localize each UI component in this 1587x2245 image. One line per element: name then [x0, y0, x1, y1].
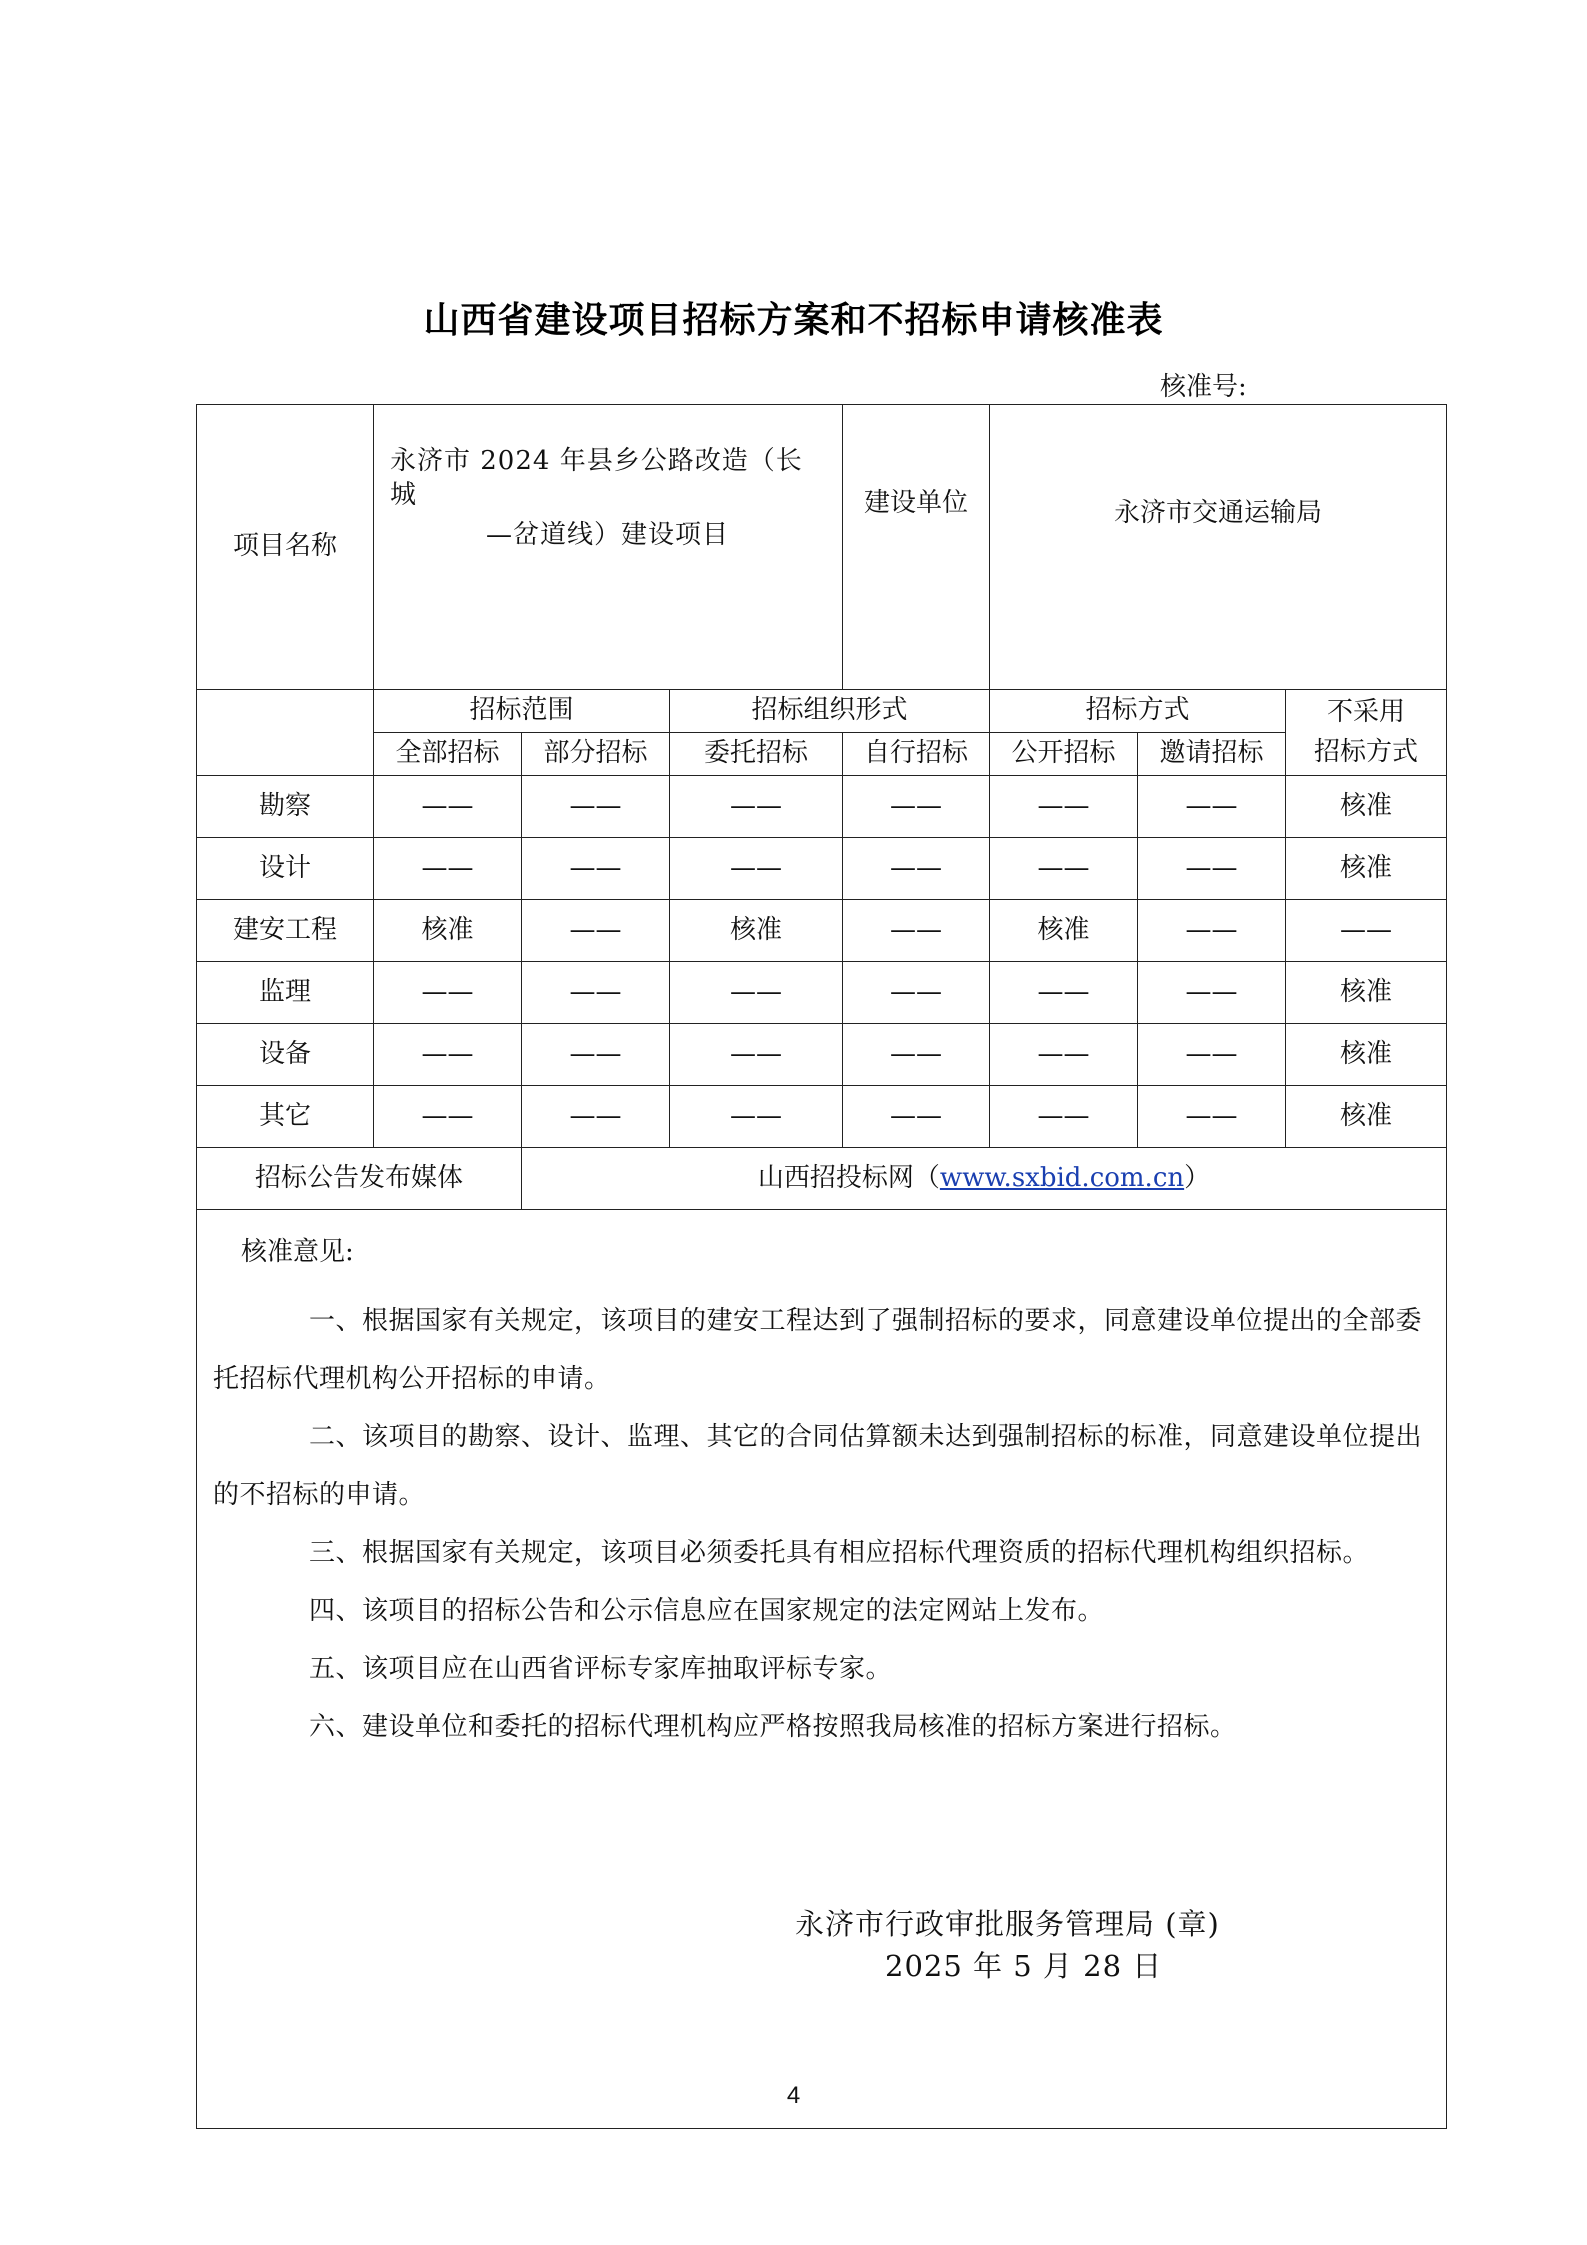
- row-label: 其它: [197, 1086, 374, 1148]
- table-row: [197, 838, 1447, 900]
- table-cell: ——: [990, 962, 1138, 1024]
- table-cell: ——: [670, 776, 843, 838]
- row-label: 监理: [197, 962, 374, 1024]
- table-cell: ——: [1138, 900, 1286, 962]
- project-name-value: [374, 405, 843, 690]
- table-cell: ——: [1138, 1024, 1286, 1086]
- header-no-bid-line-1: 不采用: [1327, 696, 1406, 727]
- header-entrusted: 委托招标: [670, 733, 843, 776]
- approval-form-table: [196, 404, 1447, 2129]
- table-cell: 核准: [1286, 838, 1447, 900]
- table-cell: ——: [1138, 838, 1286, 900]
- table-cell: 核准: [1286, 776, 1447, 838]
- table-cell: ——: [1138, 1086, 1286, 1148]
- table-cell: ——: [990, 776, 1138, 838]
- table-cell: ——: [843, 1086, 990, 1148]
- table-cell: ——: [522, 1024, 670, 1086]
- table-cell: 核准: [374, 900, 522, 962]
- header-row-2: [197, 733, 1447, 776]
- opinion-title: 核准意见:: [241, 1237, 354, 1267]
- row-label: 设计: [197, 838, 374, 900]
- opinion-item-6: 六、建设单位和委托的招标代理机构应严格按照我局核准的招标方案进行招标。: [309, 1712, 1237, 1742]
- header-self: 自行招标: [843, 733, 990, 776]
- opinion-item-4: 四、该项目的招标公告和公示信息应在国家规定的法定网站上发布。: [309, 1596, 1105, 1626]
- table-cell: 核准: [670, 900, 843, 962]
- table-cell: 核准: [1286, 962, 1447, 1024]
- table-cell: ——: [522, 1086, 670, 1148]
- table-cell: ——: [374, 1086, 522, 1148]
- media-value: [522, 1148, 1447, 1210]
- table-cell: ——: [1138, 962, 1286, 1024]
- opinion-item-2: 二、该项目的勘察、设计、监理、其它的合同估算额未达到强制招标的标准，同意建设单位提出的不招标的申请。: [213, 1422, 1423, 1510]
- table-row: [197, 1024, 1447, 1086]
- project-row: [197, 405, 1447, 690]
- table-cell: ——: [374, 1024, 522, 1086]
- signer: 永济市行政审批服务管理局 (章): [795, 1907, 1220, 1941]
- table-cell: ——: [522, 962, 670, 1024]
- media-prefix: 山西招投标网（: [757, 1162, 940, 1193]
- table-row: [197, 776, 1447, 838]
- table-cell: ——: [990, 1086, 1138, 1148]
- construction-unit-label: 建设单位: [843, 405, 990, 690]
- opinion-item-1: 一、根据国家有关规定，该项目的建安工程达到了强制招标的要求，同意建设单位提出的全部委托招标代理机构公开招标的申请。: [213, 1306, 1423, 1394]
- table-cell: ——: [522, 900, 670, 962]
- header-method: 招标方式: [990, 690, 1286, 733]
- table-cell: ——: [1286, 900, 1447, 962]
- media-row: [197, 1148, 1447, 1210]
- header-org-form: 招标组织形式: [670, 690, 990, 733]
- table-cell: ——: [670, 1086, 843, 1148]
- opinion-row: [197, 1210, 1447, 2129]
- construction-unit-value: 永济市交通运输局: [990, 405, 1447, 690]
- table-cell: ——: [670, 962, 843, 1024]
- table-cell: ——: [374, 838, 522, 900]
- header-empty-cell: [197, 690, 374, 776]
- table-cell: ——: [843, 900, 990, 962]
- approval-number-label: 核准号:: [1160, 372, 1247, 402]
- table-row: [197, 1086, 1447, 1148]
- media-label: 招标公告发布媒体: [197, 1148, 522, 1210]
- header-row-1: [197, 690, 1447, 733]
- table-cell: ——: [843, 838, 990, 900]
- table-cell: ——: [522, 776, 670, 838]
- media-suffix: ）: [1184, 1162, 1211, 1193]
- table-row: [197, 900, 1447, 962]
- project-name-line-2: —岔道线）建设项目: [486, 519, 730, 550]
- table-row: [197, 962, 1447, 1024]
- table-cell: 核准: [1286, 1024, 1447, 1086]
- media-link[interactable]: www.sxbid.com.cn: [939, 1162, 1185, 1193]
- header-full: 全部招标: [374, 733, 522, 776]
- table-cell: ——: [522, 838, 670, 900]
- opinion-item-3: 三、根据国家有关规定，该项目必须委托具有相应招标代理资质的招标代理机构组织招标。: [309, 1538, 1370, 1568]
- table-cell: ——: [670, 1024, 843, 1086]
- table-cell: 核准: [990, 900, 1138, 962]
- table-cell: ——: [843, 962, 990, 1024]
- opinion-section: [197, 1210, 1446, 2128]
- row-label: 勘察: [197, 776, 374, 838]
- table-cell: ——: [1138, 776, 1286, 838]
- sign-date: 2025 年 5 月 28 日: [885, 1949, 1163, 1983]
- header-no-bid-line-2: 招标方式: [1314, 736, 1419, 767]
- table-cell: 核准: [1286, 1086, 1447, 1148]
- opinion-cell: [197, 1210, 1447, 2129]
- table-cell: ——: [670, 838, 843, 900]
- project-name-label: 项目名称: [197, 405, 374, 690]
- header-invited: 邀请招标: [1138, 733, 1286, 776]
- project-name-line-1: 永济市 2024 年县乡公路改造（长城: [390, 446, 803, 510]
- row-label: 设备: [197, 1024, 374, 1086]
- page-title: 山西省建设项目招标方案和不招标申请核准表: [423, 300, 1164, 341]
- header-no-bid: [1286, 690, 1447, 776]
- page-number: 4: [786, 2082, 801, 2109]
- table-cell: ——: [374, 776, 522, 838]
- header-partial: 部分招标: [522, 733, 670, 776]
- table-cell: ——: [990, 838, 1138, 900]
- table-cell: ——: [843, 776, 990, 838]
- header-open: 公开招标: [990, 733, 1138, 776]
- opinion-item-5: 五、该项目应在山西省评标专家库抽取评标专家。: [309, 1654, 893, 1684]
- row-label: 建安工程: [197, 900, 374, 962]
- table-cell: ——: [374, 962, 522, 1024]
- header-scope: 招标范围: [374, 690, 670, 733]
- table-cell: ——: [843, 1024, 990, 1086]
- table-cell: ——: [990, 1024, 1138, 1086]
